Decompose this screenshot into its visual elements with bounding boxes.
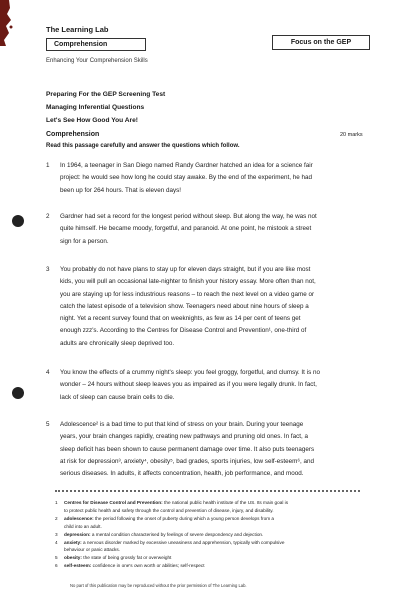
preparation-list xyxy=(46,88,165,127)
ink-stain xyxy=(0,0,16,46)
paragraph-number: 2 xyxy=(46,213,50,220)
paragraph-line: sleep deficit has been shown to cause permanent damage over time. It also puts teenagers xyxy=(60,445,315,453)
paragraph-line: night. Yet a recent survey found that on weeknights, as few as 14 per cent of teens get xyxy=(60,315,301,323)
marks-label: 20 marks xyxy=(340,132,363,138)
paragraph-line: project: he would see how long he could stay awake. By the end of the experiment, he had xyxy=(60,174,313,182)
punch-hole-top xyxy=(12,215,24,227)
paragraph-number: 1 xyxy=(46,162,50,169)
paragraph-line: lack of sleep can cause brain cells to die. xyxy=(60,393,175,401)
paragraph-line: at risk for depression³, anxiety⁴, obesity⁵, bad grades, sports injuries, low self-esteem⁶, and xyxy=(60,457,314,465)
preparation-item: Let's See How Good You Are! xyxy=(46,117,138,124)
paragraph-5 xyxy=(46,419,366,480)
paragraph-number: 4 xyxy=(46,369,50,376)
section-title: Comprehension xyxy=(46,131,100,138)
paragraph-line: In 1964, a teenager in San Diego named Randy Gardner hatched an idea for a science fair xyxy=(60,162,313,169)
footnote: 5 obesity: the state of being grossly fat or overweight xyxy=(55,555,172,561)
topic-box: Comprehension xyxy=(46,38,146,51)
paragraph-line: catch the latest episode of a television show. Teenagers need about nine hours of sleep a xyxy=(60,302,309,310)
footnote-divider xyxy=(55,490,360,494)
paragraph-line: adults are chronically sleep deprived too. xyxy=(60,339,175,347)
focus-box: Focus on the GEP xyxy=(272,35,370,50)
paragraph-3 xyxy=(46,264,366,350)
paragraph-line: Adolescence² is a bad time to put that kind of stress on your brain. During your teenage xyxy=(60,421,304,428)
preparation-item: Managing Inferential Questions xyxy=(46,104,145,111)
preparation-item: Preparing For the GEP Screening Test xyxy=(46,91,166,98)
paragraph-line: You probably do not have plans to stay up for eleven days straight, but if you are like most xyxy=(60,266,311,273)
footnotes xyxy=(55,499,360,570)
copyright-notice: No part of this publication may be reproduced without the prior permission of The Learning Lab. xyxy=(70,583,247,588)
paragraph-line: quite himself. He became moody, forgetful, and paranoid. At one point, he mistook a street xyxy=(60,225,312,233)
paragraph-4 xyxy=(46,367,366,404)
footnote: 6 self-esteem: confidence in one's own worth or abilities; self-respect xyxy=(55,563,205,569)
page-subtitle: Enhancing Your Comprehension Skills xyxy=(46,58,148,64)
footnote: 3 depression: a mental condition characterised by feelings of severe despondency and dejection. xyxy=(55,531,264,537)
paragraph-line: serious diseases. In adults, it affects concentration, health, job performance, and mood. xyxy=(60,470,304,478)
footnote: 4 anxiety: a nervous disorder marked by excessive uneasiness and apprehension, typically with compulsive xyxy=(55,539,285,545)
paragraph-line: been up for 264 hours. That is eleven days! xyxy=(60,186,182,194)
punch-hole-bottom xyxy=(12,387,24,399)
footnote-continuation: behaviour or panic attacks. xyxy=(64,547,121,553)
footnote-continuation: to protect public health and safety through the control and prevention of disease, injury, and disability. xyxy=(64,507,274,513)
paragraph-number: 5 xyxy=(46,421,50,428)
lab-name: The Learning Lab xyxy=(46,25,109,34)
paragraph-line: years, your brain changes rapidly, creating new pathways and pruning old ones. In fact, a xyxy=(60,433,309,441)
paragraph-line: Gardner had set a record for the longest period without sleep. But along the way, he was not xyxy=(60,213,317,220)
footnote: 1 Centres for Disease Control and Prevention: the national public health institute of the US. Its main goal is xyxy=(55,500,289,505)
paragraph-line: You know the effects of a crummy night's sleep: you feel groggy, forgetful, and clumsy. It is no xyxy=(60,369,320,376)
footnote: 2 adolescence: the period following the onset of puberty during which a young person develops from a xyxy=(55,515,275,521)
paragraph-line: sign for a person. xyxy=(60,237,109,245)
paragraph-line: kids, you will pull an occasional late-nighter to finish your history essay. More often than not, xyxy=(60,278,316,286)
paragraph-2 xyxy=(46,211,366,248)
paragraph-line: wonder – 24 hours without sleep leaves you as impaired as if you were legally drunk. In fact, xyxy=(60,381,317,389)
paragraph-line: you are staying up for less industrious reasons – to reach the next level on a video game or xyxy=(60,290,315,298)
paragraph-line: enough zzz's. According to the Centres for Disease Control and Prevention¹, one-third of xyxy=(60,327,307,335)
instruction-text: Read this passage carefully and answer the questions which follow. xyxy=(46,143,240,149)
footnote-continuation: child into an adult. xyxy=(64,523,102,529)
paragraph-number: 3 xyxy=(46,266,50,273)
paragraph-1 xyxy=(46,160,366,197)
